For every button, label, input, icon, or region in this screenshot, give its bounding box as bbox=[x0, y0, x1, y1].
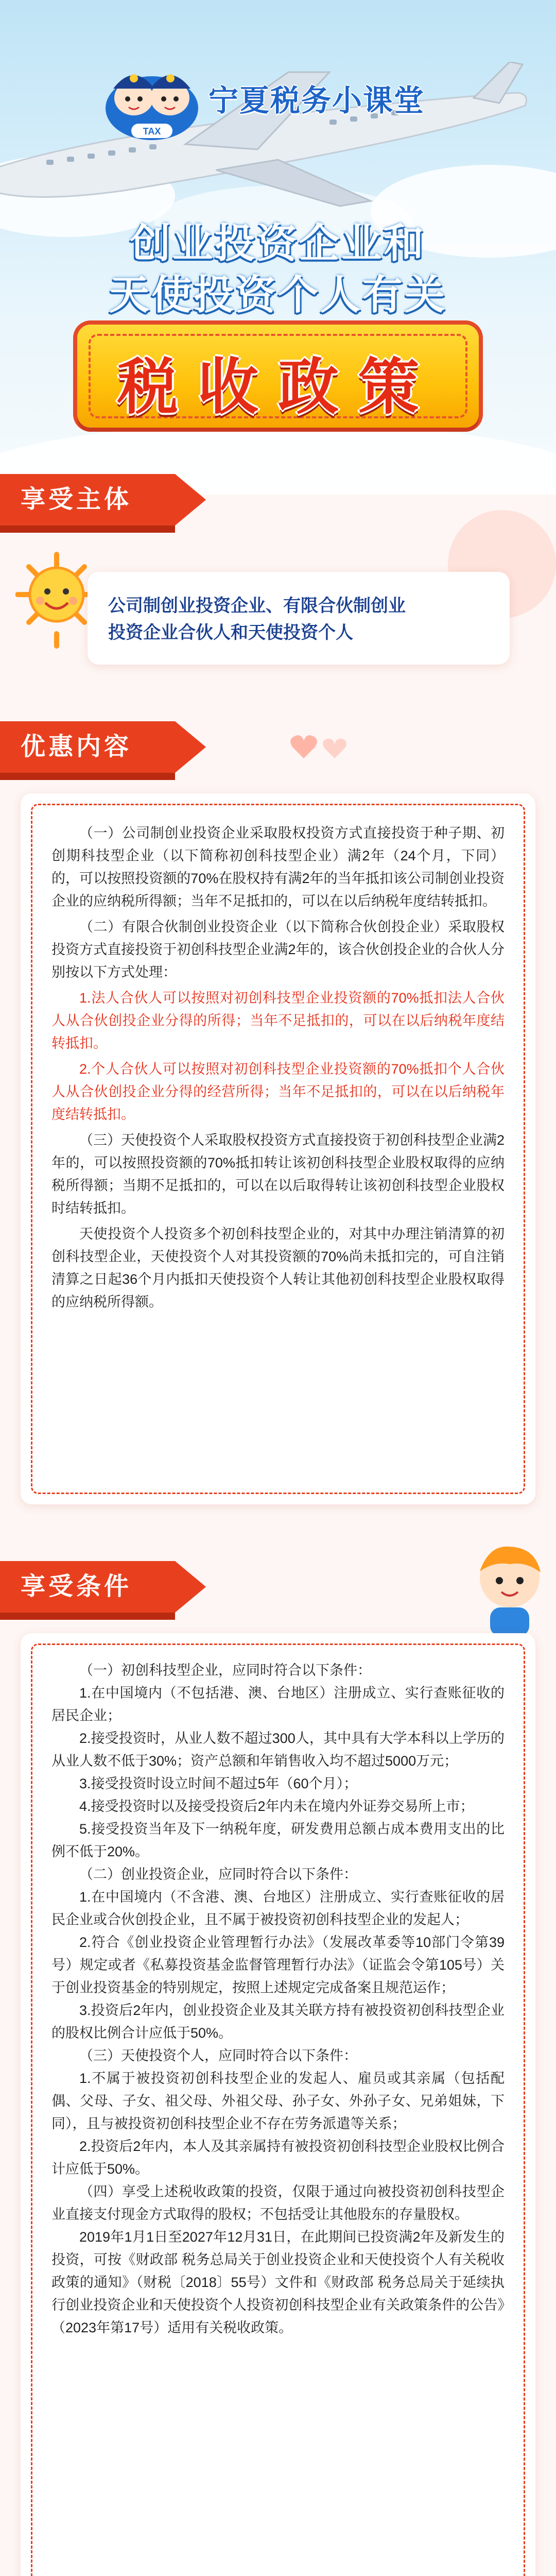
section-title-benefit bbox=[0, 721, 175, 773]
boy-mascot bbox=[468, 1540, 551, 1638]
title-plate bbox=[77, 325, 479, 428]
section-title-condition bbox=[0, 1561, 175, 1613]
condition-paragraph-14: （四）享受上述税收政策的投资，仅限于通过向被投资初创科技型企业直接支付现金方式取得的股权；不包括受让其他股东的存量股权。 bbox=[51, 2184, 505, 2222]
benefit-paragraph-3: 1.法人合伙人可以按照对初创科技型企业投资额的70%抵扣法人合伙人从合伙创投企业分得的所得；当年不足抵扣的，可以在以后纳税年度结转抵扣。 bbox=[51, 990, 505, 1051]
section-title-subject bbox=[0, 474, 175, 526]
benefit-paragraph-4: 2.个人合伙人可以按照对初创科技型企业投资额的70%抵扣个人合伙人从合伙创投企业分得的经营所得；当年不足抵扣的，可以在以后纳税年度结转抵扣。 bbox=[51, 1061, 505, 1122]
condition-paragraph-4: 3.接受投资时设立时间不超过5年（60个月）； bbox=[79, 1776, 358, 1791]
sun-mascot bbox=[15, 551, 98, 654]
condition-text bbox=[51, 1659, 505, 2339]
condition-paragraph-13: 2.投资后2年内，本人及其亲属持有被投资初创科技型企业股权比例合计应低于50%。 bbox=[51, 2139, 505, 2177]
subject-text-line-1: 公司制创业投资企业、有限合伙制创业 bbox=[108, 596, 406, 616]
brand-title: 宁夏税务小课堂 bbox=[208, 84, 425, 117]
section-title-condition-text: 享受条件 bbox=[21, 1573, 132, 1600]
condition-paragraph-9: 2.符合《创业投资企业管理暂行办法》（发展改革委等10部门令第39号）规定或者《私募投资基金监督管理暂行办法》（证监会令第105号）关于创业投资基金的特别规定，按照上述规定完成备案且规范运作； bbox=[51, 1935, 505, 1995]
benefit-text bbox=[51, 822, 505, 1313]
subject-text-line-2: 投资企业合伙人和天使投资个人 bbox=[108, 623, 353, 642]
condition-paragraph-5: 4.接受投资时以及接受投资后2年内未在境内外证券交易所上市； bbox=[79, 1799, 474, 1814]
benefit-paragraph-5: （三）天使投资个人采取股权投资方式直接投资于初创科技型企业满2年的，可以按照投资额的70%抵扣转让该初创科技型企业股权取得的应纳税所得额；当期不足抵扣的，可以在以后取得转让该初创科技型企业股权时结转抵扣。 bbox=[51, 1132, 505, 1216]
subject-text bbox=[108, 592, 406, 646]
condition-paragraph-11: （三）天使投资个人，应同时符合以下条件： bbox=[79, 2048, 357, 2063]
poster-header bbox=[0, 0, 556, 495]
benefit-paragraph-1: （一）公司制创业投资企业采取股权投资方式直接投资于种子期、初创期科技型企业（以下简称初创科技型企业）满2年（24个月，下同）的，可以按照投资额的70%在股权持有满2年的当年抵扣该公司制创业投资企业的应纳税所得额；当年不足抵扣的，可以在以后纳税年度结转抵扣。 bbox=[51, 825, 505, 909]
condition-paragraph-12: 1.不属于被投资初创科技型企业的发起人、雇员或其亲属（包括配偶、父母、子女、祖父母、外祖父母、孙子女、外孙子女、兄弟姐妹，下同），且与被投资初创科技型企业不存在劳务派遣等关系； bbox=[51, 2071, 505, 2131]
section-title-shade bbox=[0, 773, 175, 780]
benefit-paragraph-6: 天使投资个人投资多个初创科技型企业的，对其中办理注销清算的初创科技型企业，天使投资个人对其投资额的70%尚未抵扣完的，可自注销清算之日起36个月内抵扣天使投资个人转让其他初创科技型企业股权取得的应纳税所得额。 bbox=[51, 1226, 505, 1310]
condition-paragraph-1: （一）初创科技型企业，应同时符合以下条件： bbox=[79, 1663, 371, 1678]
heart-decoration bbox=[288, 732, 350, 762]
section-title-shade bbox=[0, 526, 175, 533]
condition-paragraph-7: （二）创业投资企业，应同时符合以下条件： bbox=[79, 1867, 357, 1882]
condition-paragraph-10: 3.投资后2年内，创业投资企业及其关联方持有被投资初创科技型企业的股权比例合计应低于50%。 bbox=[51, 2003, 505, 2041]
condition-card bbox=[21, 1633, 535, 2576]
headline-line-3: 税收政策 bbox=[117, 353, 439, 421]
condition-paragraph-6: 5.接受投资当年及下一纳税年度，研发费用总额占成本费用支出的比例不低于20%。 bbox=[51, 1821, 505, 1859]
condition-paragraph-3: 2.接受投资时，从业人数不超过300人，其中具有大学本科以上学历的从业人数不低于30%；资产总额和年销售收入均不超过5000万元； bbox=[51, 1731, 505, 1769]
section-title-benefit-text: 优惠内容 bbox=[21, 733, 132, 760]
condition-paragraph-8: 1.在中国境内（不含港、澳、台地区）注册成立、实行查账征收的居民企业或合伙创投企业，且不属于被投资初创科技型企业的发起人； bbox=[51, 1889, 505, 1927]
condition-paragraph-15: 2019年1月1日至2027年12月31日，在此期间已投资满2年及新发生的投资，可按《财政部 税务总局关于创业投资企业和天使投资个人有关税收政策的通知》（财税〔2018〕55号）文件和《财政部 税务总局关于延续执行创业投资企业和天使投资个人投资初创科技型企业有关政策条件的公告》（2023年第17号）适用有关税收政策。 bbox=[51, 2229, 505, 2335]
benefit-paragraph-2: （二）有限合伙制创业投资企业（以下简称合伙创投企业）采取股权投资方式直接投资于初创科技型企业满2年的，该合伙创投企业的合伙人分别按以下方式处理： bbox=[51, 919, 505, 980]
section-title-subject-text: 享受主体 bbox=[21, 486, 132, 513]
headline-line-2: 天使投资个人有关 bbox=[109, 272, 447, 317]
section-title-shade bbox=[0, 1613, 175, 1620]
headline-line-1: 创业投资企业和 bbox=[130, 221, 426, 266]
benefit-card bbox=[21, 793, 535, 1504]
subject-card bbox=[88, 572, 510, 665]
condition-paragraph-2: 1.在中国境内（不包括港、澳、台地区）注册成立、实行查账征收的居民企业； bbox=[51, 1685, 505, 1723]
brand-badge: TAX bbox=[143, 126, 161, 137]
